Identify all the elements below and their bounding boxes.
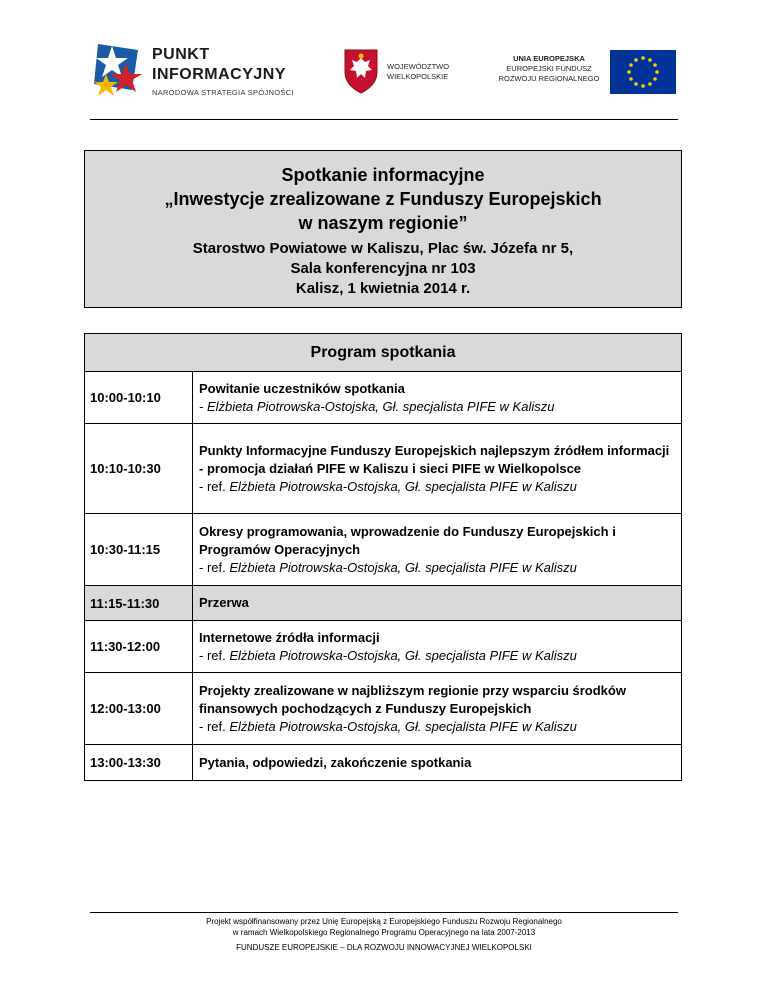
row-time: 11:15-11:30 [85,586,193,621]
woj-line2: WIELKOPOLSKIE [387,72,449,81]
row-time: 13:00-13:30 [85,745,193,781]
row-title: Okresy programowania, wprowadzenie do Funduszy Europejskich i Programów Operacyjnych [199,523,616,557]
row-title: Przerwa [199,595,249,610]
ue-line3: ROZWOJU REGIONALNEGO [498,74,600,83]
speaker-name: Elżbieta Piotrowska-Ostojska, Gł. specjalista PIFE w Kaliszu [206,398,555,414]
punkt-informacyjny-logo [92,40,312,102]
row-description [193,586,682,621]
program-heading-row [85,334,682,372]
row-description [193,673,682,745]
row-time: 10:00-10:10 [85,372,193,424]
row-speaker [199,718,675,736]
row-speaker [199,398,675,416]
row-title: Projekty zrealizowane w najbliższym regionie przy wsparciu środków finansowych pochodzących z Funduszy Europejskich [199,682,626,716]
row-time: 11:30-12:00 [85,621,193,673]
table-row [85,745,682,781]
ue-logo [490,48,680,98]
punkt-title-line2: INFORMACYJNY [152,66,287,83]
table-row [85,673,682,745]
footer-line1: Projekt współfinansowany przez Unię Europejską z Europejskiego Funduszu Rozwoju Regionalnego [206,917,562,926]
ue-line2: EUROPEJSKI FUNDUSZ [506,64,592,73]
row-title: Internetowe źródła informacji [199,629,380,645]
eu-flag-icon [610,50,676,94]
row-description [193,424,682,514]
woj-line1: WOJEWÓDZTWO [387,62,450,71]
row-speaker [199,559,675,577]
speaker-name: Elżbieta Piotrowska-Ostojska, Gł. specjalista PIFE w Kaliszu [229,478,577,494]
speaker-prefix: - ref. [199,559,230,575]
row-description [193,621,682,673]
wielkopolska-coat-of-arms-icon [343,48,379,94]
venue-line2: Sala konferencyjna nr 103 [290,260,476,277]
speaker-prefix: - ref. [199,718,230,734]
punkt-star-logo-icon [92,40,148,98]
event-subtitle-line1: „Inwestycje zrealizowane z Funduszy Europejskich [164,189,602,209]
table-row [85,621,682,673]
program-heading: Program spotkania [85,334,682,372]
row-description [193,372,682,424]
row-time: 10:10-10:30 [85,424,193,514]
table-row-break [85,586,682,621]
punkt-subtitle: NARODOWA STRATEGIA SPÓJNOŚCI [152,88,294,97]
event-title: Spotkanie informacyjne [281,165,485,185]
footer-line3: FUNDUSZE EUROPEJSKIE – DLA ROZWOJU INNOWACYJNEJ WIELKOPOLSKI [236,943,532,952]
speaker-prefix: - ref. [199,647,230,663]
row-description [193,745,682,781]
row-time: 10:30-11:15 [85,514,193,586]
speaker-name: Elżbieta Piotrowska-Ostojska, Gł. specjalista PIFE w Kaliszu [229,647,577,663]
row-title: Pytania, odpowiedzi, zakończenie spotkania [199,754,472,770]
speaker-name: Elżbieta Piotrowska-Ostojska, Gł. specjalista PIFE w Kaliszu [229,559,577,575]
event-date: Kalisz, 1 kwietnia 2014 r. [295,280,471,297]
row-title: Powitanie uczestników spotkania [199,380,405,396]
row-speaker [199,647,675,665]
ue-label [490,54,608,84]
wojewodztwo-logo [343,48,473,98]
speaker-prefix: - [199,398,207,414]
ue-line1: UNIA EUROPEJSKA [513,54,585,63]
venue-line1: Starostwo Powiatowe w Kaliszu, Plac św. Józefa nr 5, [192,240,574,257]
punkt-title-line1: PUNKT [152,46,210,63]
wojewodztwo-label [387,62,449,82]
event-subtitle-line2: w naszym regionie” [298,213,468,233]
row-time: 12:00-13:00 [85,673,193,745]
speaker-prefix: - ref. [199,478,230,494]
page-header [0,0,768,120]
program-table [84,333,682,781]
footer-divider [90,912,678,913]
header-divider [90,119,678,120]
footer-line2: w ramach Wielkopolskiego Regionalnego Programu Operacyjnego na lata 2007-2013 [232,928,536,937]
page-footer [90,916,678,953]
row-speaker [199,478,675,496]
table-row [85,424,682,514]
table-row [85,372,682,424]
title-box [84,150,682,308]
row-description [193,514,682,586]
table-row [85,514,682,586]
speaker-name: Elżbieta Piotrowska-Ostojska, Gł. specjalista PIFE w Kaliszu [229,718,577,734]
row-title: Punkty Informacyjne Funduszy Europejskich najlepszym źródłem informacji - promocja działań PIFE w Kaliszu i sieci PIFE w Wielkopolsce [199,442,670,476]
